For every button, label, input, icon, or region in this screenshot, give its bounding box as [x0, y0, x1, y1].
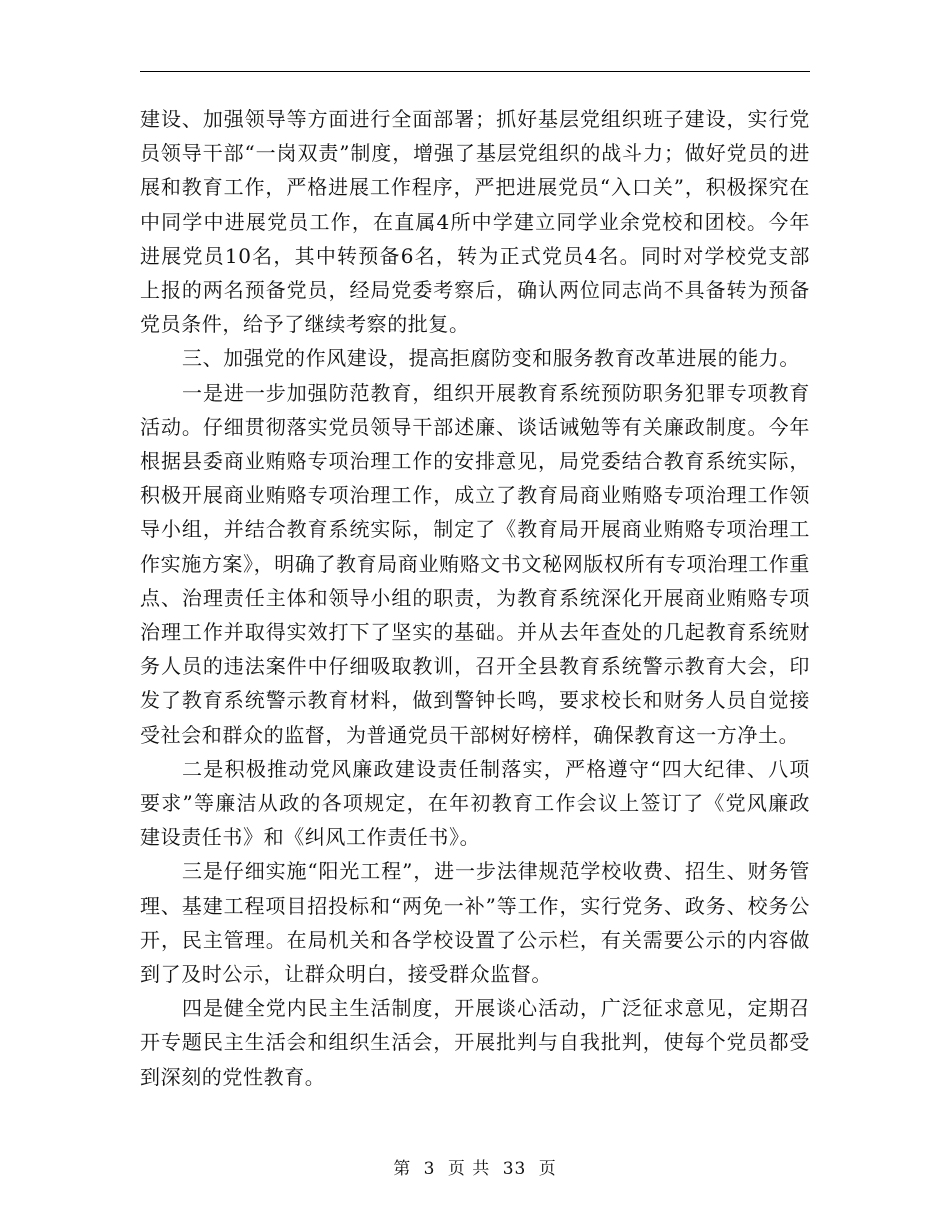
document-body [140, 102, 810, 1094]
paragraph-6: 四是健全党内民主生活制度，开展谈心活动，广泛征求意见，定期召开专题民主生活会和组织生活会，开展批判与自我批判，使每个党员都受到深刻的党性教育。 [140, 996, 810, 1089]
footer-total-pages: 33 [502, 1159, 527, 1179]
header-rule [140, 71, 810, 72]
paragraph-1: 建设、加强领导等方面进行全面部署；抓好基层党组织班子建设，实行党员领导干部“一岗双责”制度，增强了基层党组织的战斗力；做好党员的进展和教育工作，严格进展工作程序，严把进展党员“入口关”，积极探究在中同学中进展党员工作，在直属4所中学建立同学业余党校和团校。今年进展党员10名，其中转预备6名，转为正式党员4名。同时对学校党支部上报的两名预备党员，经局党委考察后，确认两位同志尚不具备转为预备党员条件，给予了继续考察的批复。 [140, 107, 810, 337]
footer-suffix: 页 [538, 1159, 557, 1179]
footer-page-number: 3 [423, 1159, 436, 1179]
paragraph-2: 三、加强党的作风建设，提高拒腐防变和服务教育改革进展的能力。 [182, 346, 800, 371]
footer-prefix: 第 [393, 1159, 412, 1179]
paragraph-3: 一是进一步加强防范教育，组织开展教育系统预防职务犯罪专项教育活动。仔细贯彻落实党员领导干部述廉、谈话诫勉等有关廉政制度。今年根据县委商业贿赂专项治理工作的安排意见，局党委结合教育系统实际，积极开展商业贿赂专项治理工作，成立了教育局商业贿赂专项治理工作领导小组，并结合教育系统实际，制定了《教育局开展商业贿赂专项治理工作实施方案》，明确了教育局商业贿赂文书文秘网版权所有专项治理工作重点、治理责任主体和领导小组的职责，为教育系统深化开展商业贿赂专项治理工作并取得实效打下了坚实的基础。并从去年查处的几起教育系统财务人员的违法案件中仔细吸取教训，召开全县教育系统警示教育大会，印发了教育系统警示教育材料，做到警钟长鸣，要求校长和财务人员自觉接受社会和群众的监督，为普通党员干部树好榜样，确保教育这一方净土。 [140, 380, 810, 747]
page-footer [0, 1154, 950, 1179]
footer-middle: 页 共 [447, 1159, 491, 1179]
paragraph-5: 三是仔细实施“阳光工程”，进一步法律规范学校收费、招生、财务管理、基建工程项目招投标和“两免一补”等工作，实行党务、政务、校务公开，民主管理。在局机关和各学校设置了公示栏，有关需要公示的内容做到了及时公示，让群众明白，接受群众监督。 [140, 859, 810, 987]
paragraph-4: 二是积极推动党风廉政建设责任制落实，严格遵守“四大纪律、八项要求”等廉洁从政的各项规定，在年初教育工作会议上签订了《党风廉政建设责任书》和《纠风工作责任书》。 [140, 756, 810, 850]
